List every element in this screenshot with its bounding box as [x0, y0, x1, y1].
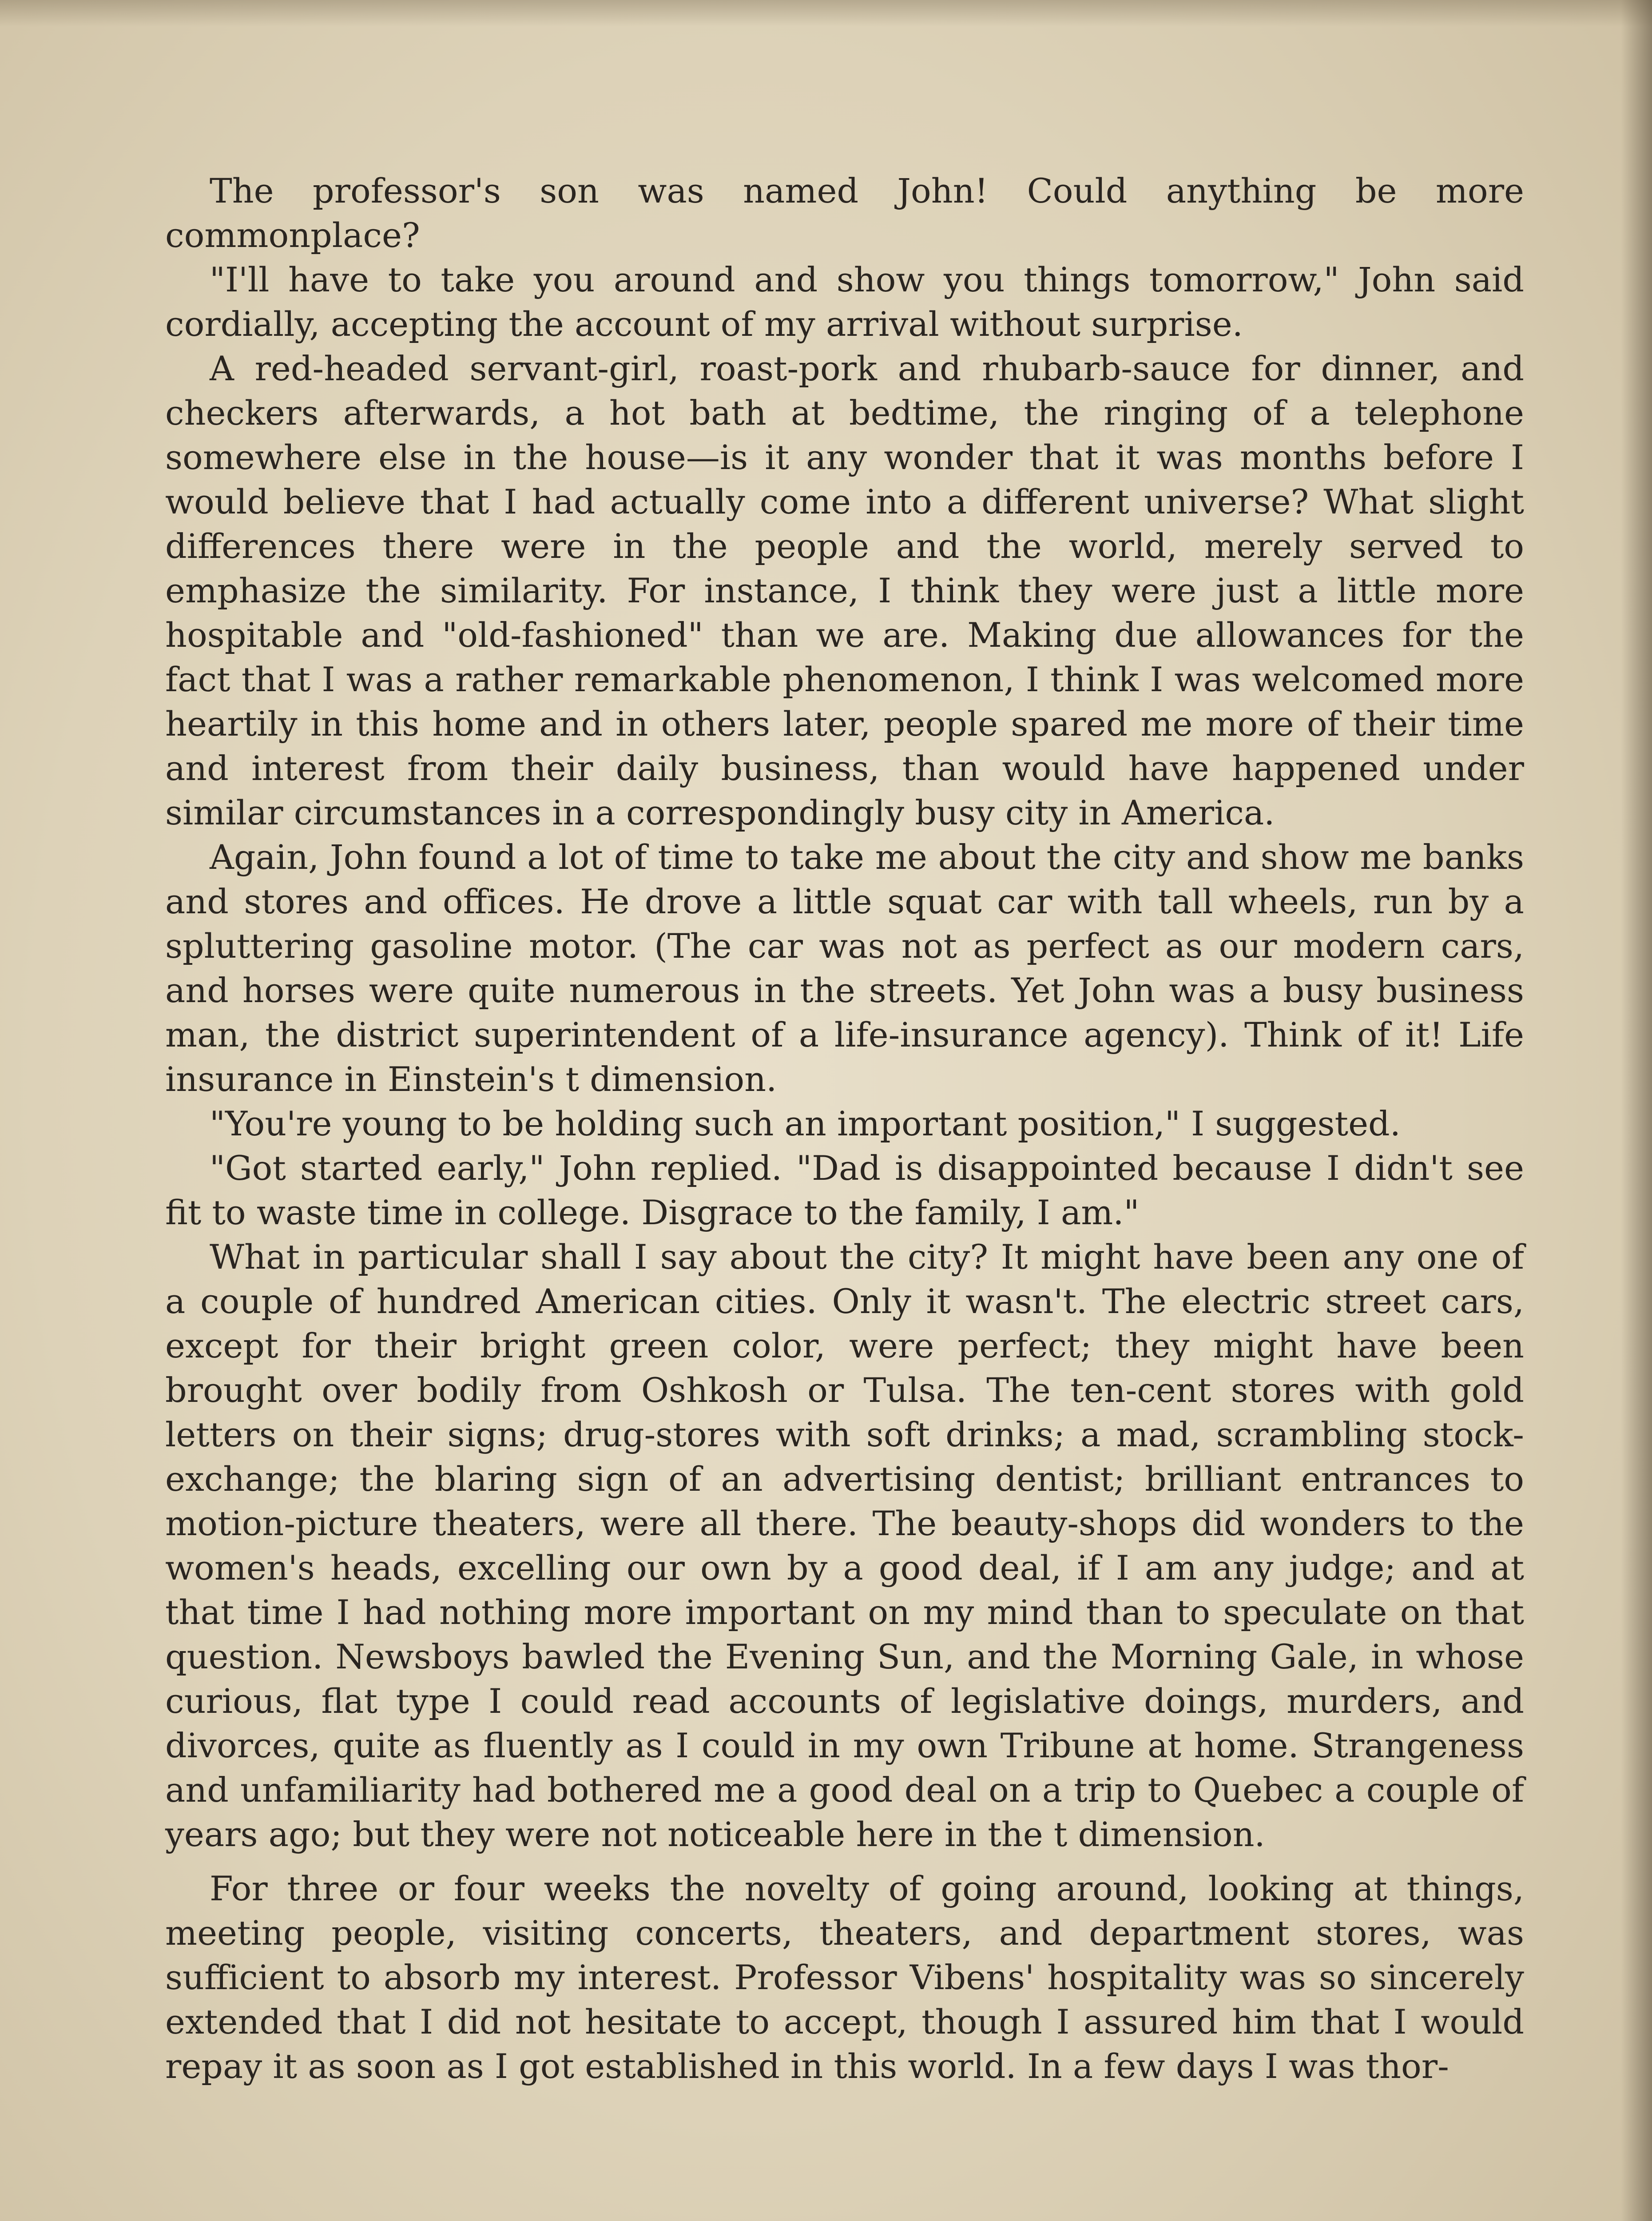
paragraph: "I'll have to take you around and show you things tomorrow," John said cordially, accepting the account of my arrival without surprise. [165, 260, 1524, 344]
paragraph: "You're young to be holding such an important position," I suggested. [210, 1104, 1401, 1143]
paragraph: What in particular shall I say about the city? It might have been any one of a couple of hundred American cities. Only it wasn't. The electric street cars, except for their bright green color, were perfect; they might have been brought over bodily from Oshkosh or Tulsa. The ten-cent stores with gold letters on their signs; drug-stores with soft drinks; a mad, scrambling stock-exchange; the blaring sign of an advertising dentist; brilliant entrances to motion-picture theaters, were all there. The beauty-shops did wonders to the women's heads, excelling our own by a good deal, if I am any judge; and at that time I had nothing more important on my mind than to speculate on that question. Newsboys bawled the Evening Sun, and the Morning Gale, in whose curious, flat type I could read accounts of legislative doings, murders, and divorces, quite as fluently as I could in my own Tribune at home. Strangeness and unfamiliarity had bothered me a good deal on a trip to Quebec a couple of years ago; but they were not noticeable here in the t dimension. [165, 1237, 1524, 1854]
paragraph: A red-headed servant-girl, roast-pork and rhubarb-sauce for dinner, and checkers afterwards, a hot bath at bedtime, the ringing of a telephone somewhere else in the house—is it any wonder that it was months before I would believe that I had actually come into a different universe? What slight differences there were in the people and the world, merely served to emphasize the similarity. For instance, I think they were just a little more hospitable and "old-fashioned" than we are. Making due allowances for the fact that I was a rather remarkable phenomenon, I think I was welcomed more heartily in this home and in others later, people spared me more of their time and interest from their daily business, than would have happened under similar circumstances in a correspondingly busy city in America. [165, 349, 1524, 832]
body-text [165, 169, 1524, 2089]
paragraph: "Got started early," John replied. "Dad is disappointed because I didn't see fit to waste time in college. Disgrace to the family, I am." [165, 1148, 1524, 1232]
paragraph: The professor's son was named John! Could anything be more commonplace? [165, 171, 1524, 255]
page-shadow-top [0, 0, 1652, 27]
page-shadow-right [1621, 0, 1652, 2221]
paragraph: Again, John found a lot of time to take me about the city and show me banks and stores and offices. He drove a little squat car with tall wheels, run by a spluttering gasoline motor. (The car was not as perfect as our modern cars, and horses were quite numerous in the streets. Yet John was a busy business man, the district superintendent of a life-insurance agency). Think of it! Life insurance in Einstein's t dimension. [165, 837, 1524, 1099]
paragraph: For three or four weeks the novelty of going around, looking at things, meeting people, visiting concerts, theaters, and department stores, was sufficient to absorb my interest. Professor Vibens' hospitality was so sincerely extended that I did not hesitate to accept, though I assured him that I would repay it as soon as I got established in this world. In a few days I was thor- [165, 1869, 1524, 2086]
